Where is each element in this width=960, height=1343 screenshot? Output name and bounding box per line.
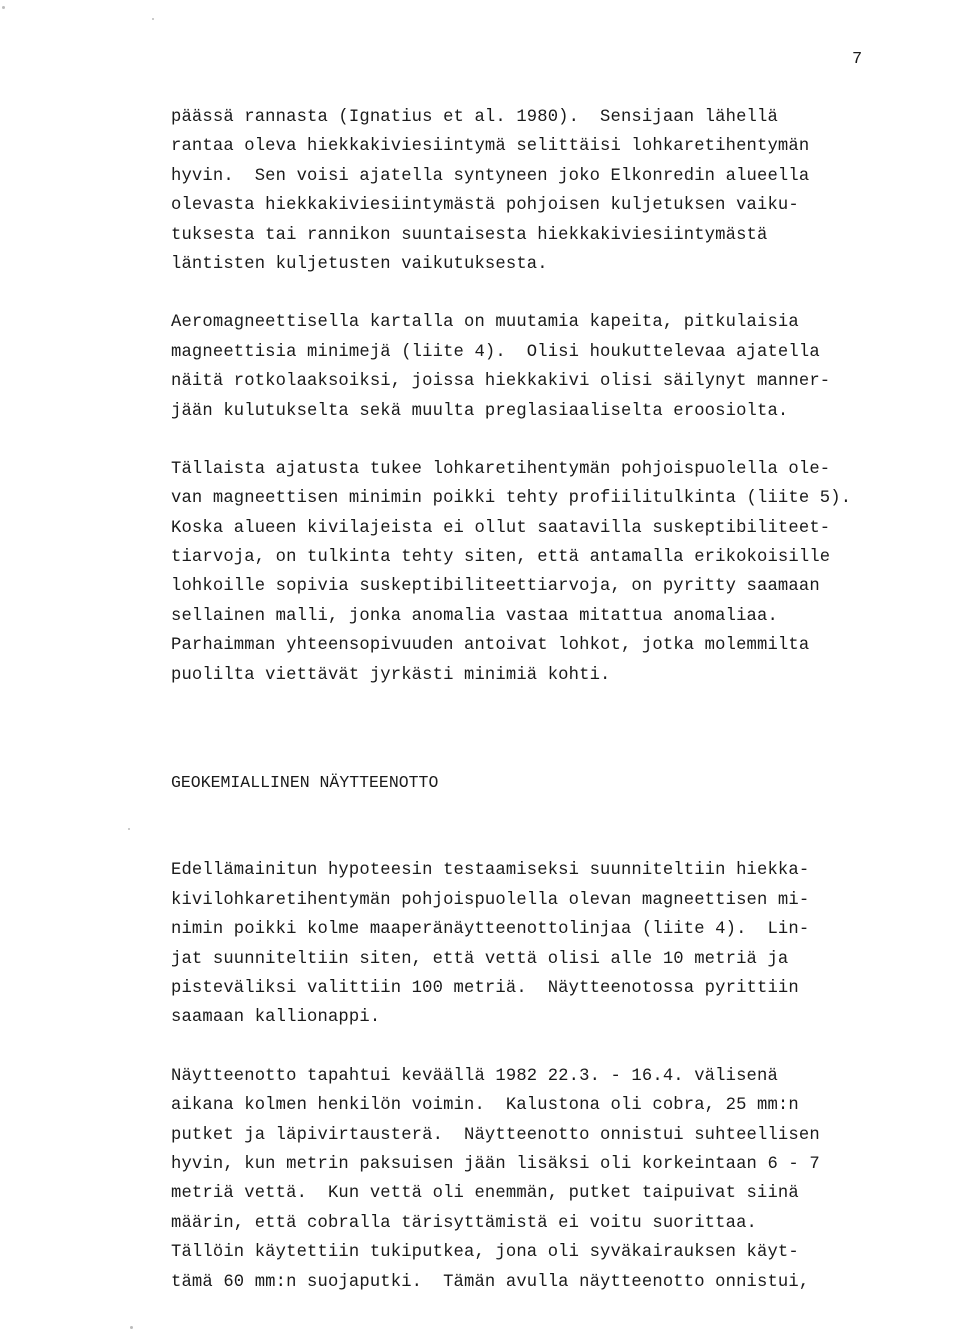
text-line: hyvin. Sen voisi ajatella syntyneen joko Elkonredin alueella xyxy=(171,166,810,186)
scan-speck xyxy=(152,18,154,20)
text-line: näitä rotkolaaksoiksi, joissa hiekkakivi olisi säilynyt manner- xyxy=(171,372,831,392)
text-line: jat suunniteltiin siten, että vettä olisi alle 10 metriä ja xyxy=(171,949,789,969)
text-line: tämä 60 mm:n suojaputki. Tämän avulla näytteenotto onnistui, xyxy=(171,1272,810,1292)
document-body xyxy=(171,103,901,1297)
scan-speck xyxy=(130,1326,133,1329)
text-line: pisteväliksi valittiin 100 metriä. Näytteenotossa pyrittiin xyxy=(171,979,799,998)
page-number: 7 xyxy=(852,50,863,69)
text-line: Aeromagneettisella kartalla on muutamia kapeita, pitkulaisia xyxy=(171,313,799,333)
section-heading: GEOKEMIALLINEN NÄYTTEENOTTO xyxy=(171,773,439,793)
text-line: nimin poikki kolme maaperänäytteenottolinjaa (liite 4). Lin- xyxy=(171,920,810,940)
text-line: Tällaista ajatusta tukee lohkaretihentymän pohjoispuolella ole- xyxy=(171,459,831,479)
text-line: Näytteenotto tapahtui keväällä 1982 22.3. - 16.4. välisenä xyxy=(171,1066,778,1086)
text-line: saamaan kallionappi. xyxy=(171,1008,381,1028)
section-paragraph-1 xyxy=(171,856,901,1032)
text-line: Edellämainitun hypoteesin testaamiseksi suunniteltiin hiekka- xyxy=(171,861,810,881)
paragraph-1 xyxy=(171,103,901,279)
scan-speck xyxy=(128,828,130,830)
text-line: van magneettisen minimin poikki tehty profiilitulkinta (liite 5). xyxy=(171,489,852,509)
text-line: aikana kolmen henkilön voimin. Kalustona oli cobra, 25 mm:n xyxy=(171,1096,799,1116)
text-line: magneettisia minimejä (liite 4). Olisi houkuttelevaa ajatella xyxy=(171,342,820,362)
text-line: metriä vettä. Kun vettä oli enemmän, putket taipuivat siinä xyxy=(171,1184,799,1204)
text-line: Tällöin käytettiin tukiputkea, jona oli syväkairauksen käyt- xyxy=(171,1243,799,1263)
text-line: läntisten kuljetusten vaikutuksesta. xyxy=(171,254,548,274)
text-line: Koska alueen kivilajeista ei ollut saatavilla suskeptibiliteet- xyxy=(171,518,831,538)
text-line: jään kulutukselta sekä muulta preglasiaaliselta eroosiolta. xyxy=(171,401,789,421)
text-line: putket ja läpivirtausterä. Näytteenotto onnistui suhteellisen xyxy=(171,1125,820,1145)
text-line: tuksesta tai rannikon suuntaisesta hiekkakiviesiintymästä xyxy=(171,225,768,245)
text-line: lohkoille sopivia suskeptibiliteettiarvoja, on pyritty saamaan xyxy=(171,577,820,597)
paragraph-2 xyxy=(171,308,901,426)
text-line: määrin, että cobralla tärisyttämistä ei voitu suorittaa. xyxy=(171,1213,757,1233)
text-line: rantaa oleva hiekkakiviesiintymä selittäisi lohkaretihentymän xyxy=(171,137,810,157)
text-line: puolilta viettävät jyrkästi minimiä kohti. xyxy=(171,665,611,685)
text-line: tiarvoja, on tulkinta tehty siten, että antamalla erikokoisille xyxy=(171,548,831,568)
text-line: Parhaimman yhteensopivuuden antoivat lohkot, jotka molemmilta xyxy=(171,636,810,656)
text-line: olevasta hiekkakiviesiintymästä pohjoisen kuljetuksen vaiku- xyxy=(171,196,799,216)
text-line: kivilohkaretihentymän pohjoispuolella olevan magneettisen mi- xyxy=(171,890,810,910)
text-line: hyvin, kun metrin paksuisen jään lisäksi oli korkeintaan 6 - 7 xyxy=(171,1154,820,1174)
section-paragraph-2 xyxy=(171,1062,901,1297)
paragraph-3 xyxy=(171,455,901,690)
text-line: päässä rannasta (Ignatius et al. 1980). Sensijaan lähellä xyxy=(171,108,778,127)
scan-speck xyxy=(2,6,5,9)
text-line: sellainen malli, jonka anomalia vastaa mitattua anomaliaa. xyxy=(171,606,778,626)
